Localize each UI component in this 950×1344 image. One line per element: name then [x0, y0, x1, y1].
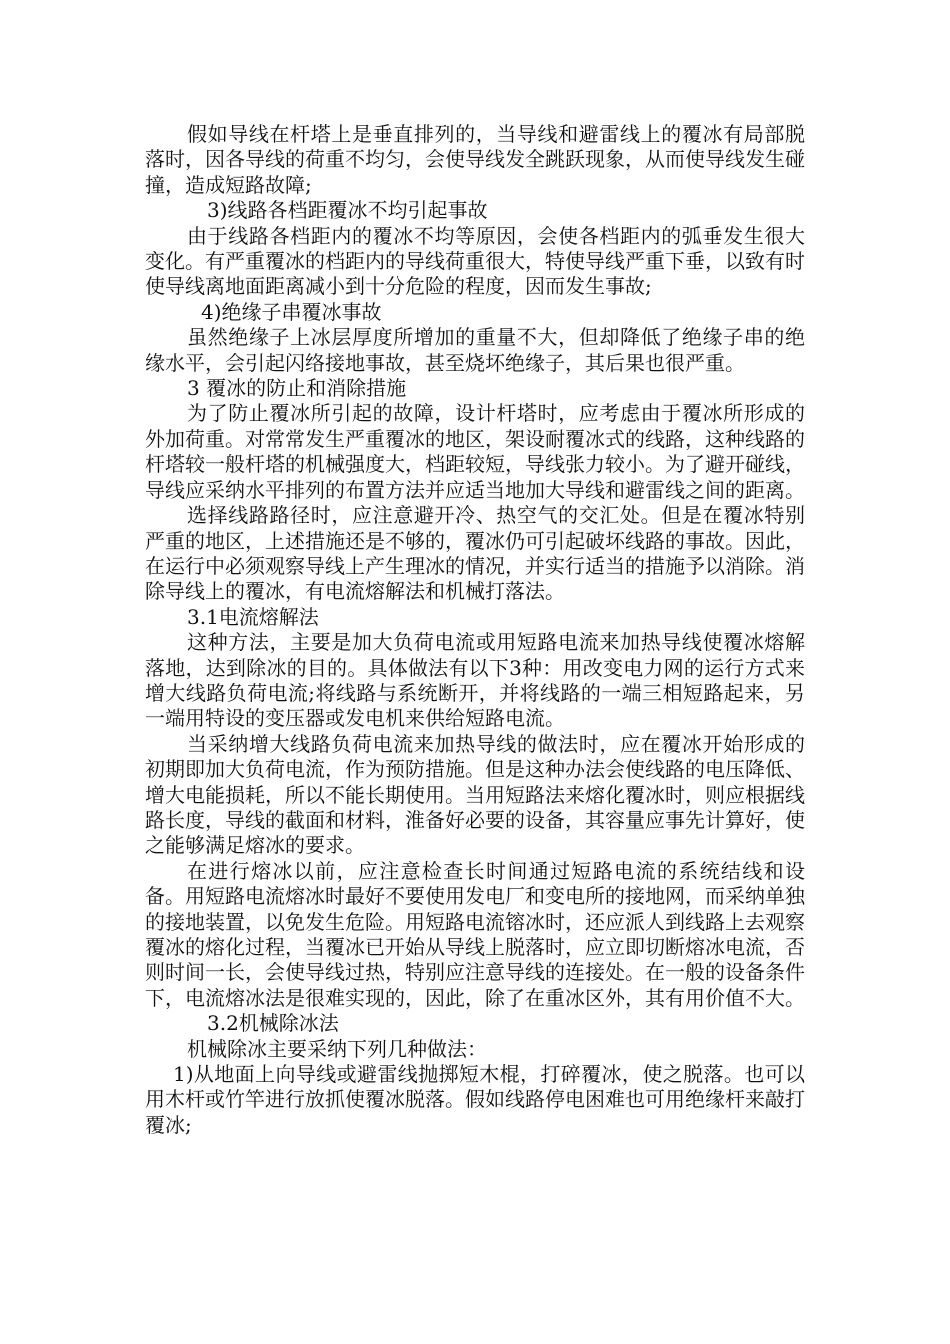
paragraph: 当采纳增大线路负荷电流来加热导线的做法时，应在覆冰开始形成的初期即加大负荷电流，作为预防措施。但是这种办法会使线路的电压降低、增大电能损耗，所以不能长期使用。当用短路法来熔化覆冰时，则应根据线路长度，导线的截面和材料，淮备好必要的设备，其容量应事先计算好，使之能够满足熔冰的要求。 [145, 731, 805, 858]
paragraph: 假如导线在杆塔上是垂直排列的，当导线和避雷线上的覆冰有局部脱落时，因各导线的荷重不均匀，会使导线发全跳跃现象，从而使导线发生碰撞，造成短路故障; [145, 122, 805, 197]
document-body [145, 122, 805, 1138]
subsection-heading: 3.2机械除冰法 [207, 1011, 339, 1036]
paragraph: 在进行熔冰以前，应注意检查长时间通过短路电流的系统结线和设备。用短路电流熔冰时最好不要使用发电厂和变电所的接地网，而采纳单独的接地装置，以免发生危险。用短路电流镕冰时，还应派人到线路上去观察覆冰的熔化过程，当覆冰已开始从导线上脱落时，应立即切断熔冰电流，否则时间一长，会使导线过热，特别应注意导线的连接处。在一般的设备条件下，电流熔冰法是很难实现的，因此，除了在重冰区外，其有用价值不大。 [145, 858, 805, 1010]
subsection-heading: 3.1电流熔解法 [187, 604, 319, 629]
subheading: 4)绝缘子串覆冰事故 [201, 299, 382, 324]
paragraph: 为了防止覆冰所引起的故障，设计杆塔时，应考虑由于覆冰所形成的外加荷重。对常常发生严重覆冰的地区，架设耐覆冰式的线路，这种线路的杆塔较一般杆塔的机械强度大，档距较短，导线张力较小。为了避开碰线，导线应采纳水平排列的布置方法并应适当地加大导线和避雷线之间的距离。 [145, 401, 805, 502]
subheading: 3)线路各档距覆冰不均引起事故 [207, 198, 488, 223]
paragraph: 机械除冰主要采纳下列几种做法： [187, 1036, 487, 1061]
paragraph: 由于线路各档距内的覆冰不均等原因，会使各档距内的弧垂发生很大变化。有严重覆冰的档距内的导线荷重很大，特使导线严重下垂，以致有时使导线离地面距离减小到十分危险的程度，因而发生事故; [145, 223, 805, 299]
section-heading: 3 覆冰的防止和消除措施 [187, 376, 407, 401]
paragraph: 虽然绝缘子上冰层厚度所增加的重量不大，但却降低了绝缘子串的绝缘水平，会引起闪络接地事故，甚至烧坏绝缘子，其后果也很严重。 [145, 325, 805, 375]
paragraph: 这种方法，主要是加大负荷电流或用短路电流来加热导线使覆冰熔解落地，达到除冰的目的。具体做法有以下3种：用改变电力网的运行方式来增大线路负荷电流;将线路与系统断开，并将线路的一端三相短路起来，另一端用特设的变压器或发电机来供给短路电流。 [145, 630, 805, 731]
list-item: 1)从地面上向导线或避雷线抛掷短木棍，打碎覆冰，使之脱落。也可以用木杆或竹竿进行放抓使覆冰脱落。假如线路停电困难也可用绝缘杆来敲打覆冰; [145, 1062, 805, 1137]
paragraph: 选择线路路径时，应注意避开冷、热空气的交汇处。但是在覆冰特别严重的地区，上述措施还是不够的，覆冰仍可引起破坏线路的事故。因此，在运行中必须观察导线上产生理冰的情况，并实行适当的措施予以消除。消除导线上的覆冰，有电流熔解法和机械打落法。 [145, 503, 805, 604]
